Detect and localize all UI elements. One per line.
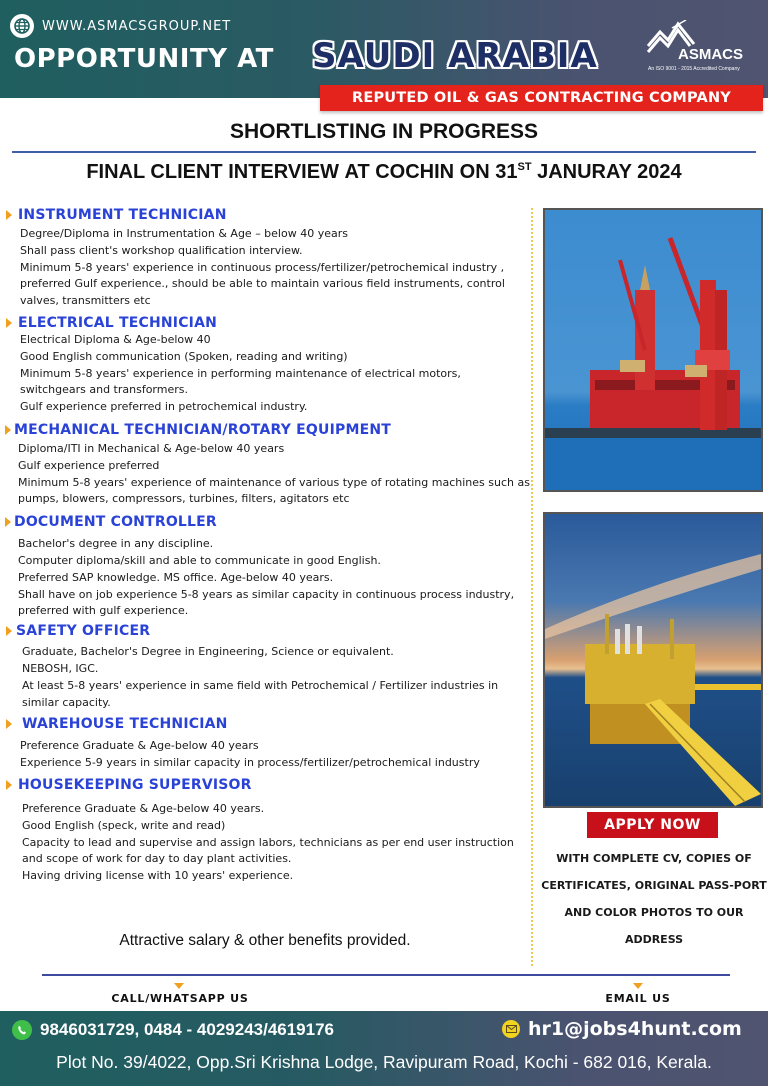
call-label: CALL/WHATSAPP US [111, 992, 249, 1005]
job-item [0, 314, 530, 416]
job-requirement: Good English (speck, write and read) [22, 818, 226, 832]
job-requirement: At least 5-8 years' experience in same field with Petrochemical / Fertilizer industries in similar capacity. [22, 678, 499, 709]
job-requirement: Electrical Diploma & Age-below 40 [20, 332, 211, 346]
bullet-arrow-icon [6, 318, 12, 328]
email-address[interactable]: hr1@jobs4hunt.com [528, 1018, 742, 1040]
date-suffix: ST [517, 161, 532, 173]
job-title: ELECTRICAL TECHNICIAN [18, 314, 218, 331]
job-requirement: Shall have on job experience 5-8 years as similar capacity in continuous process industry, preferred with gulf experience. [18, 587, 515, 618]
apply-instructions: WITH COMPLETE CV, COPIES OF CERTIFICATES, ORIGINAL PASS-PORT AND COLOR PHOTOS TO OUR ADDRESS [541, 852, 767, 946]
header-banner [0, 0, 768, 98]
phone-numbers[interactable]: 9846031729, 0484 - 4029243/4619176 [40, 1020, 335, 1039]
job-requirement: Gulf experience preferred [18, 458, 160, 472]
logo-tagline: An ISO 9001 - 2015 Accredited Company [648, 66, 740, 72]
job-title: WAREHOUSE TECHNICIAN [22, 716, 228, 733]
footer-contact [0, 1011, 768, 1086]
interview-prefix: FINAL CLIENT INTERVIEW [86, 161, 345, 183]
bullet-arrow-icon [6, 719, 12, 729]
divider [12, 151, 756, 153]
dotted-divider [531, 208, 533, 966]
website-link[interactable]: WWW.ASMACSGROUP.NET [42, 18, 232, 34]
job-requirement: Shall pass client's workshop qualification interview. [20, 243, 303, 257]
bullet-arrow-icon [5, 517, 11, 527]
job-title: HOUSEKEEPING SUPERVISOR [18, 776, 252, 793]
company-banner: REPUTED OIL & GAS CONTRACTING COMPANY [320, 85, 763, 111]
offshore-platform-photo [543, 512, 763, 808]
job-requirement: Minimum 5-8 years' experience in continuous process/fertilizer/petrochemical industry , preferred Gulf experience., should be able to maintain various field instruments, control valves, transmitters etc [20, 260, 505, 308]
job-item [0, 774, 530, 885]
job-requirement: Good English communication (Spoken, reading and writing) [20, 349, 348, 363]
red-drilling-rig-image [545, 210, 761, 490]
job-requirement: Capacity to lead and supervise and assign labors, technicians as per end user instruction and scope of work for day to day plant activities. [22, 835, 514, 866]
website-row [10, 14, 231, 38]
job-requirement: Experience 5-9 years in similar capacity in process/fertilizer/petrochemical industry [20, 756, 480, 770]
job-item [0, 713, 530, 772]
interview-month-year: JANURAY 2024 [531, 161, 682, 183]
job-requirement: Gulf experience preferred in petrochemical industry. [20, 400, 308, 414]
triangle-down-icon [174, 983, 184, 989]
title-prefix: OPPORTUNITY AT [14, 44, 274, 74]
whatsapp-icon [12, 1020, 32, 1040]
interview-location-date: AT COCHIN ON 31 [344, 161, 518, 183]
job-requirement: Minimum 5-8 years' experience in performing maintenance of electrical motors, switchgears and transformers. [20, 366, 461, 397]
job-item [0, 204, 530, 310]
divider [42, 974, 730, 976]
postal-address: Plot No. 39/4022, Opp.Sri Krishna Lodge, Ravipuram Road, Kochi - 682 016, Kerala. [56, 1052, 712, 1072]
status-heading: SHORTLISTING IN PROGRESS [229, 120, 539, 143]
bullet-arrow-icon [6, 780, 12, 790]
job-requirement: Computer diploma/skill and able to communicate in good English. [18, 553, 381, 567]
job-title: INSTRUMENT TECHNICIAN [18, 207, 227, 223]
job-item [0, 620, 530, 711]
email-row [502, 1018, 742, 1040]
email-label: EMAIL US [605, 992, 671, 1005]
job-requirement: NEBOSH, IGC. [22, 661, 99, 675]
salary-note: Attractive salary & other benefits provided. [119, 932, 411, 949]
globe-icon [10, 14, 34, 38]
job-list [0, 204, 530, 885]
job-requirement: Degree/Diploma in Instrumentation & Age – below 40 years [20, 227, 348, 240]
job-title: DOCUMENT CONTROLLER [14, 514, 217, 531]
logo-name: ASMACS [678, 46, 744, 63]
phone-row [12, 1020, 334, 1040]
job-title: MECHANICAL TECHNICIAN/ROTARY EQUIPMENT [14, 421, 392, 438]
job-requirement: Bachelor's degree in any discipline. [18, 537, 214, 551]
job-requirement: Preferred SAP knowledge. MS office. Age-below 40 years. [18, 570, 334, 584]
job-requirement: Minimum 5-8 years' experience of maintenance of various type of rotating machines such as pumps, blowers, compressors, turbines, filters, agitators etc [18, 475, 530, 506]
bullet-arrow-icon [6, 210, 12, 220]
interview-heading [0, 161, 768, 184]
job-requirement: Preference Graduate & Age-below 40 years [20, 739, 259, 753]
job-item [0, 511, 530, 620]
job-title: SAFETY OFFICER [16, 623, 151, 640]
triangle-down-icon [633, 983, 643, 989]
job-requirement: Diploma/ITI in Mechanical & Age-below 40 years [18, 441, 285, 455]
apply-now-button[interactable]: APPLY NOW [587, 812, 718, 838]
yellow-offshore-platform-image [545, 514, 761, 806]
oil-rig-photo [543, 208, 763, 492]
job-item [0, 419, 530, 508]
job-requirement: Having driving license with 10 years' experience. [22, 869, 294, 883]
bullet-arrow-icon [6, 626, 12, 636]
company-logo [646, 20, 758, 76]
job-requirement: Graduate, Bachelor's Degree in Engineering, Science or equivalent. [22, 645, 394, 659]
email-icon [502, 1020, 520, 1038]
country-title: SAUDI ARABIA [312, 36, 598, 76]
job-requirement: Preference Graduate & Age-below 40 years. [22, 801, 265, 815]
bullet-arrow-icon [5, 425, 11, 435]
